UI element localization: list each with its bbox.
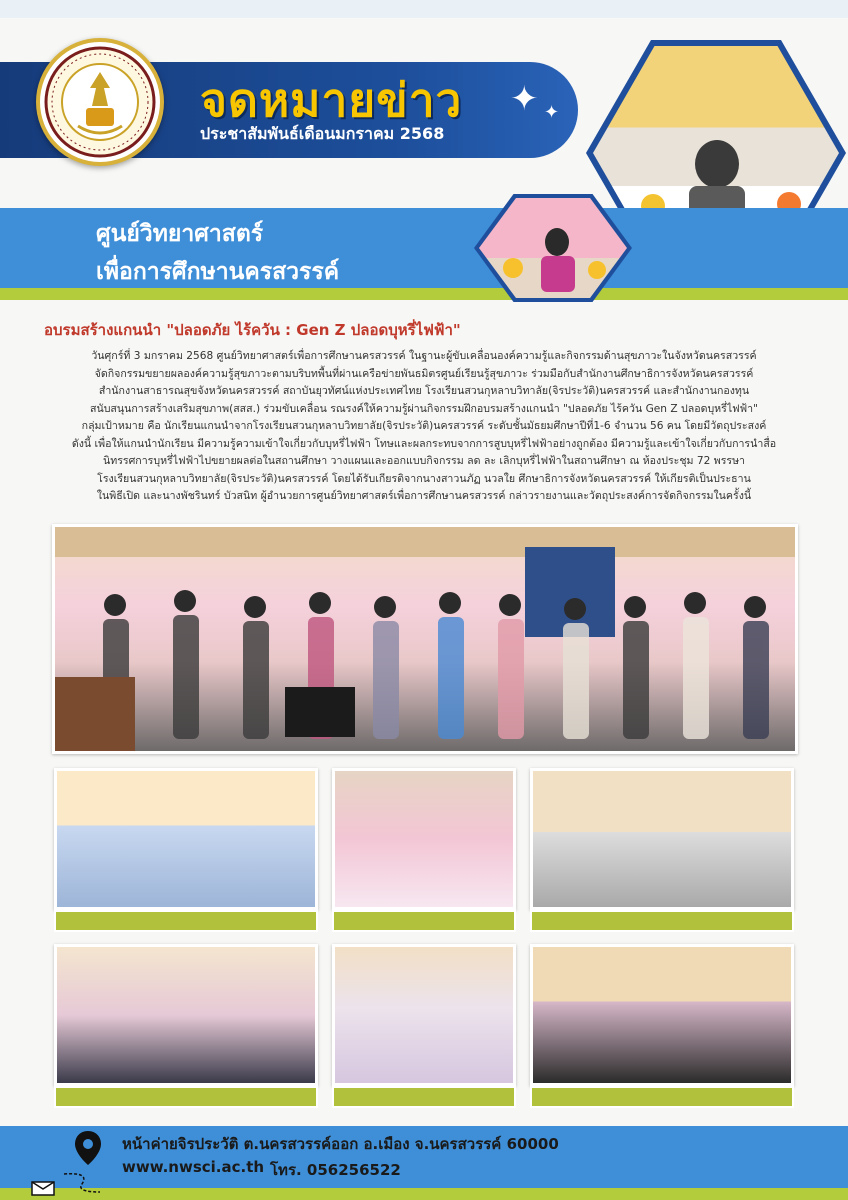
- accent-line: [0, 288, 848, 300]
- footer-phone: โทร. 056256522: [270, 1161, 401, 1179]
- envelope-icon: [30, 1170, 110, 1196]
- department-name-line2: เพื่อการศึกษานครสวรรค์: [96, 259, 340, 285]
- photo-caption-bar: [332, 910, 516, 932]
- article-paragraph-line: จัดกิจกรรมขยายผลองค์ความรู้สุขภาวะตามบริบทพื้นที่ผ่านเครือข่ายพันธมิตรศูนย์เรียนรู้สุขภาวะ ร่วมมือกับสำนักงานศึกษาธิการจังหวัดนครสวรรค์: [94, 367, 754, 380]
- article-title: อบรมสร้างแกนนำ "ปลอดภัย ไร้ควัน : Gen Z ปลอดบุหรี่ไฟฟ้า": [44, 321, 461, 339]
- seal-emblem-icon: [42, 44, 158, 160]
- photo-caption-bar: [530, 1086, 794, 1108]
- footer-website[interactable]: www.nwsci.ac.th: [122, 1158, 265, 1176]
- sparkle-icon: ✦: [544, 102, 560, 123]
- article-paragraph-line: ในพิธีเปิด และนางพัชรินทร์ บัวสนิท ผู้อำนวยการศูนย์วิทยาศาสตร์เพื่อการศึกษานครสวรรค์ กล่าวรายงานและวัตถุประสงค์การจัดกิจกรรมในครั้งนี้: [96, 490, 752, 502]
- footer-accent-line: [0, 1188, 848, 1200]
- photo-caption-bar: [530, 910, 794, 932]
- photo-caption-bar: [54, 910, 318, 932]
- activity-photo-presentation: [530, 768, 794, 910]
- activity-photo-lecture: [54, 944, 318, 1086]
- activity-photo-students-phone: [332, 768, 516, 910]
- main-group-photo: [52, 524, 798, 754]
- article-paragraph-line: ดังนี้ เพื่อให้แกนนำนักเรียน มีความรู้ความเข้าใจเกี่ยวกับบุหรี่ไฟฟ้า โทษและผลกระทบจากการสูบบุหรี่ไฟฟ้าอย่างถูกต้อง มีความรู้และเข้าใจเกี่ยวกับการนำสื่อ: [71, 437, 777, 450]
- department-name-line1: ศูนย์วิทยาศาสตร์: [96, 221, 264, 247]
- article-paragraph-line: โรงเรียนสวนกุหลาบวิทยาลัย(จิรประวัติ)นครสวรรค์ โดยได้รับเกียรติจากนางสาวนภัฏ นวลใย ศึกษาธิการจังหวัดนครสวรรค์ ให้เกียรติเป็นประธาน: [97, 472, 751, 485]
- activity-photo-group-poster: [332, 944, 516, 1086]
- sparkle-icon: ✦: [510, 79, 539, 119]
- newsletter-title: จดหมายข่าว: [200, 73, 463, 127]
- newsletter-subtitle: ประชาสัมพันธ์เดือนมกราคม 2568: [200, 124, 445, 143]
- article-paragraph-line: สนับสนุนการสร้างเสริมสุขภาพ(สสส.) ร่วมขับเคลื่อน รณรงค์ให้ความรู้ผ่านกิจกรรมฝึกอบรมสร้างแกนนำ "ปลอดภัย ไร้ควัน Gen Z ปลอดบุหรี่ไฟฟ้า": [89, 402, 759, 415]
- photo-caption-bar: [332, 1086, 516, 1108]
- article-paragraph-line: นิทรรศการบุหรี่ไฟฟ้าไปขยายผลต่อในสถานศึกษา วางแผนและออกแบบกิจกรรม ลด ละ เลิกบุหรี่ไฟฟ้าในสถานศึกษา ณ ห้องประชุม 72 พรรษา: [102, 455, 746, 467]
- department-seal-logo: [36, 38, 164, 166]
- activity-photo-classroom: [54, 768, 318, 910]
- location-pin-icon: [74, 1130, 102, 1166]
- article-body: [28, 348, 820, 506]
- top-stripe: [0, 0, 848, 18]
- article-paragraph-line: กลุ่มเป้าหมาย คือ นักเรียนแกนนำจากโรงเรียนสวนกุหลาบวิทยาลัย(จิรประวัติ)นครสวรรค์ ระดับชั้นมัธยมศึกษาปีที่1-6 จำนวน 56 คน โดยมีวัตถุประสงค์: [81, 420, 767, 432]
- article-paragraph-line: สำนักงานสาธารณสุขจังหวัดนครสวรรค์ สถาบันยุวทัศน์แห่งประเทศไทย โรงเรียนสวนกุหลาบวิทาลัย(จิรประวัติ)นครสวรรค์ และสำนักงานกองทุน: [98, 385, 750, 397]
- activity-photo-exhibition: [530, 944, 794, 1086]
- photo-caption-bar: [54, 1086, 318, 1108]
- article-paragraph-line: วันศุกร์ที่ 3 มกราคม 2568 ศูนย์วิทยาศาสตร์เพื่อการศึกษานครสวรรค์ ในฐานะผู้ขับเคลื่อนองค์ความรู้และกิจกรรมด้านสุขภาวะในจังหวัดนครสวรรค์: [91, 350, 757, 362]
- hexagon-photo-speaker: [479, 198, 627, 298]
- footer-address: หน้าค่ายจิรประวัติ ต.นครสวรรค์ออก อ.เมือง จ.นครสวรรค์ 60000: [122, 1135, 559, 1153]
